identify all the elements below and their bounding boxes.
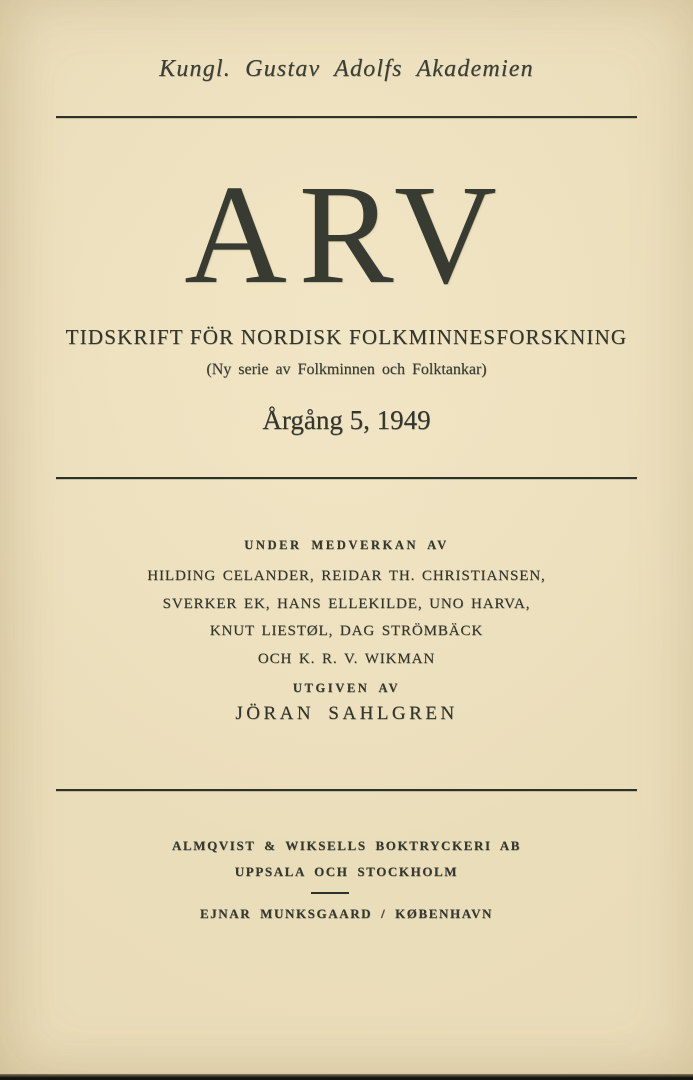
page-bottom-edge	[0, 1074, 693, 1080]
editor-name: JÖRAN SAHLGREN	[235, 703, 458, 724]
printer-name: ALMQVIST & WIKSELLS BOKTRYCKERI AB	[171, 838, 522, 853]
contributor-line: SVERKER EK, HANS ELLEKILDE, UNO HARVA,	[162, 595, 531, 612]
distributor-line: EJNAR MUNKSGAARD / KØBENHAVN	[199, 906, 494, 921]
top-divider-rule	[56, 116, 637, 118]
contributor-line: OCH K. R. V. WIKMAN	[257, 650, 436, 667]
lower-divider-rule	[56, 789, 637, 791]
journal-subtitle: TIDSKRIFT FÖR NORDISK FOLKMINNESFORSKNING	[65, 325, 628, 349]
editor-heading: UTGIVEN AV	[292, 681, 401, 695]
contributor-line: HILDING CELANDER, REIDAR TH. CHRISTIANSEN,	[147, 568, 546, 584]
imprint-short-rule	[311, 892, 349, 894]
contributors-list	[0, 563, 693, 673]
volume-year-line: Årgång 5, 1949	[262, 405, 431, 435]
printer-cities: UPPSALA OCH STOCKHOLM	[234, 864, 459, 879]
publisher-header: Kungl. Gustav Adolfs Akademien	[159, 56, 534, 82]
journal-title: ARV	[184, 155, 509, 313]
series-note: (Ny serie av Folkminnen och Folktankar)	[206, 361, 487, 378]
contributors-heading: UNDER MEDVERKAN AV	[244, 538, 449, 552]
contributor-line: KNUT LIESTØL, DAG STRÖMBÄCK	[209, 623, 484, 639]
middle-divider-rule	[56, 477, 637, 479]
